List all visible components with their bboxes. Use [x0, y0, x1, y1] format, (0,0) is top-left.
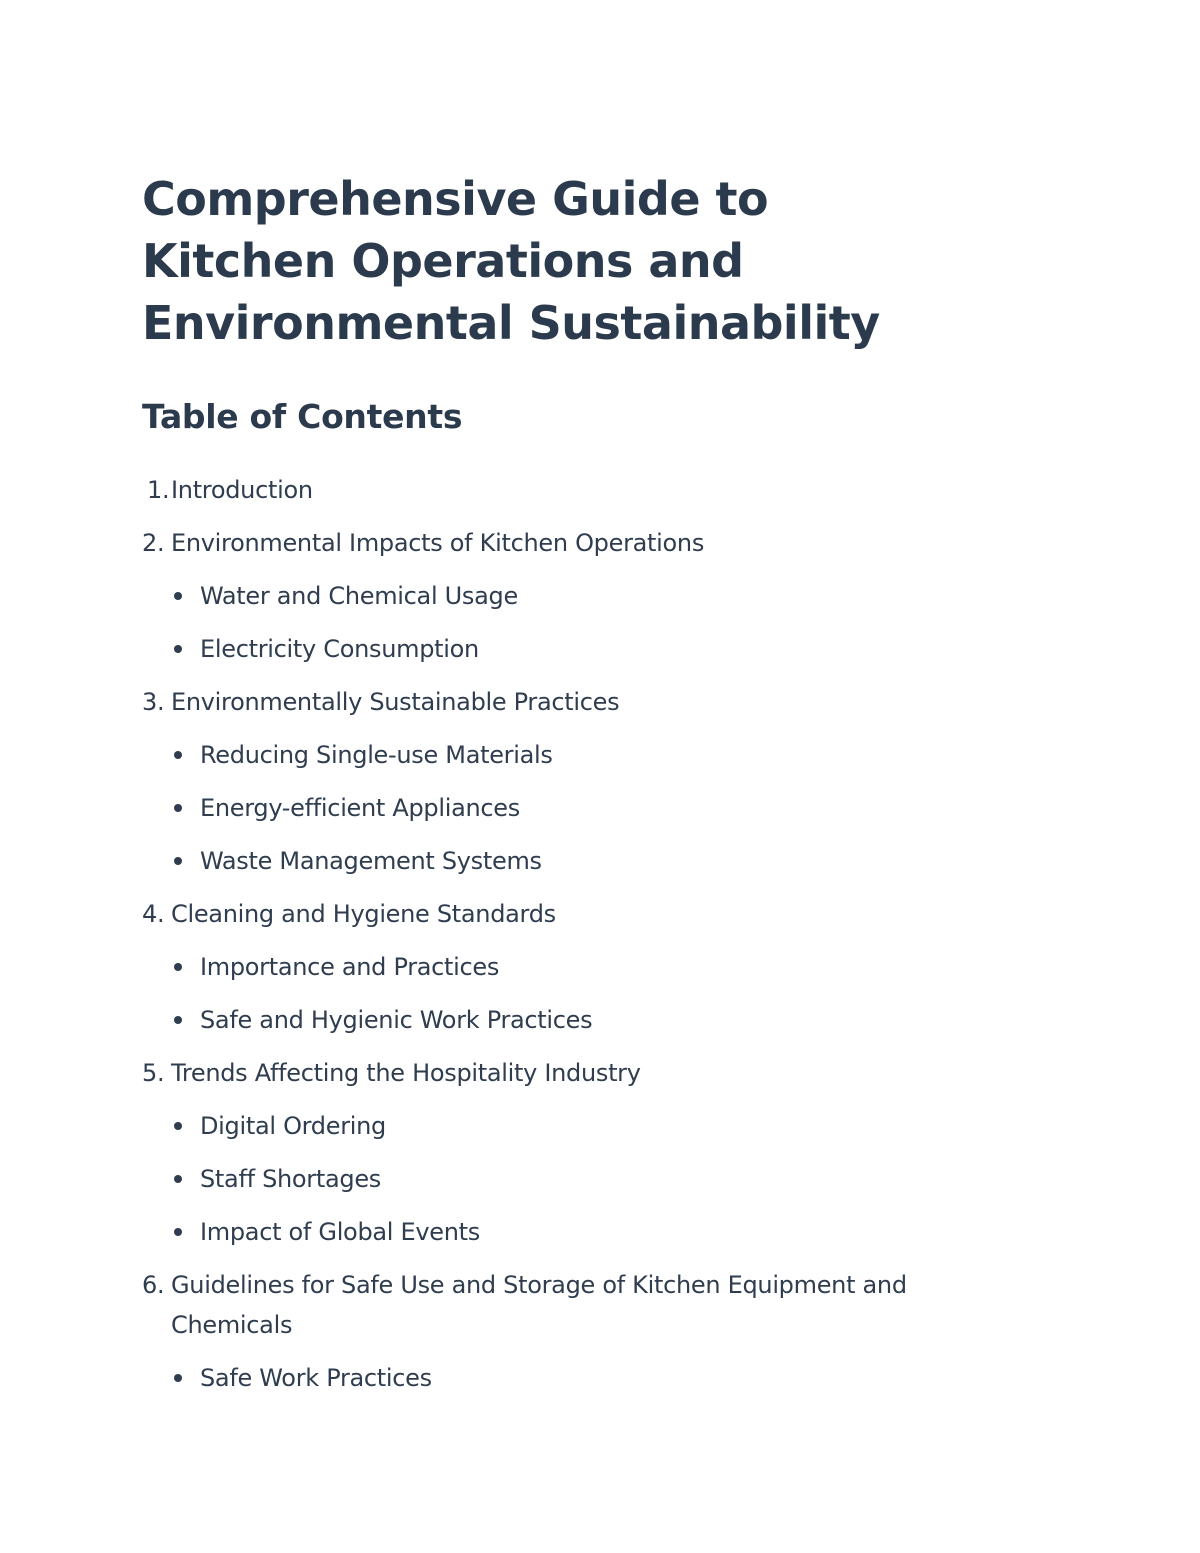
toc-subitem-label: Waste Management Systems [200, 847, 542, 875]
bullet-icon [174, 751, 182, 759]
bullet-icon [174, 857, 182, 865]
toc-subitem [171, 735, 962, 775]
bullet-icon [174, 645, 182, 653]
toc-subitem-label: Staff Shortages [200, 1165, 381, 1193]
toc-item [142, 894, 962, 1040]
bullet-icon [174, 804, 182, 812]
toc-subitem [171, 1159, 962, 1199]
toc-subitem-label: Importance and Practices [200, 953, 500, 981]
toc-sublist [171, 735, 962, 881]
toc-item [142, 523, 962, 669]
toc-subitem [171, 841, 962, 881]
toc-item-number: 1. [147, 476, 170, 504]
toc-subitem-label: Reducing Single-use Materials [200, 741, 553, 769]
table-of-contents [142, 470, 962, 1398]
toc-sublist [171, 1358, 962, 1398]
toc-subitem [171, 1000, 962, 1040]
toc-item-number: 3. [142, 688, 165, 716]
toc-subitem [171, 576, 962, 616]
toc-item-number: 4. [142, 900, 165, 928]
toc-item-label: Guidelines for Safe Use and Storage of Kitchen Equipment and Chemicals [171, 1271, 907, 1339]
toc-subitem-label: Safe and Hygienic Work Practices [200, 1006, 593, 1034]
toc-item [142, 470, 962, 510]
toc-subitem-label: Safe Work Practices [200, 1364, 432, 1392]
toc-item-label: Environmentally Sustainable Practices [171, 688, 620, 716]
toc-subitem [171, 1358, 962, 1398]
bullet-icon [174, 592, 182, 600]
toc-sublist [171, 947, 962, 1040]
toc-subitem [171, 1106, 962, 1146]
toc-item-label: Environmental Impacts of Kitchen Operations [171, 529, 705, 557]
toc-item-number: 2. [142, 529, 165, 557]
toc-item-label: Introduction [171, 476, 313, 504]
toc-item-label: Trends Affecting the Hospitality Industry [171, 1059, 641, 1087]
toc-subitem [171, 947, 962, 987]
toc-subitem-label: Electricity Consumption [200, 635, 479, 663]
bullet-icon [174, 1175, 182, 1183]
toc-item [142, 1053, 962, 1252]
toc-item-number: 5. [142, 1059, 165, 1087]
toc-subitem-label: Digital Ordering [200, 1112, 386, 1140]
toc-heading: Table of Contents [142, 397, 463, 436]
bullet-icon [174, 1016, 182, 1024]
document-page [142, 168, 962, 1411]
toc-subitem [171, 1212, 962, 1252]
toc-subitem-label: Energy-efficient Appliances [200, 794, 520, 822]
toc-subitem [171, 629, 962, 669]
bullet-icon [174, 1122, 182, 1130]
toc-subitem [171, 788, 962, 828]
document-title: Comprehensive Guide to Kitchen Operations and Environmental Sustainability [142, 172, 880, 350]
bullet-icon [174, 1374, 182, 1382]
toc-subitem-label: Impact of Global Events [200, 1218, 480, 1246]
toc-item-number: 6. [142, 1271, 165, 1299]
toc-sublist [171, 1106, 962, 1252]
toc-item-label: Cleaning and Hygiene Standards [171, 900, 556, 928]
bullet-icon [174, 1228, 182, 1236]
toc-subitem-label: Water and Chemical Usage [200, 582, 518, 610]
toc-item [142, 1265, 962, 1398]
toc-item [142, 682, 962, 881]
toc-sublist [171, 576, 962, 669]
bullet-icon [174, 963, 182, 971]
